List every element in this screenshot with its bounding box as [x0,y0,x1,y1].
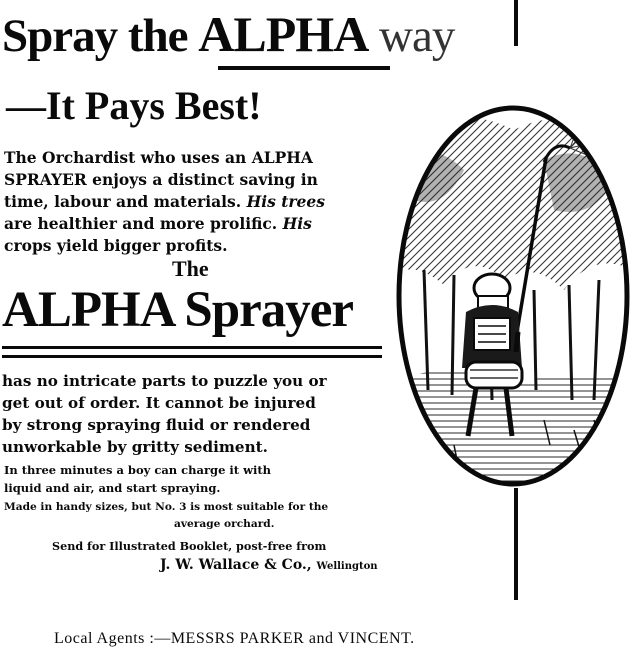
headline-underline [218,66,390,70]
intro-line-4 [4,214,312,233]
headline-brand: ALPHA [198,6,369,62]
intro-line-4-text: are healthier and more prolific. [4,214,278,233]
intro-line-3 [4,192,325,211]
column-rule-top [514,0,518,46]
features-line-4: unworkable by gritty sediment. [2,438,268,456]
features-line-1: has no intricate parts to puzzle you or [2,372,327,390]
details-line-3: Made in handy sizes, but No. 3 is most suitable for the [4,501,329,513]
product-rule-bottom [2,355,382,358]
company-city: Wellington [316,561,378,572]
booklet-line: Send for Illustrated Booklet, post-free from [52,539,327,553]
product-name: ALPHA Sprayer [2,282,354,338]
column-rule-bottom [514,488,518,600]
product-rule-top [2,346,382,349]
headline-suffix: way [379,10,455,62]
features-line-2: get out of order. It cannot be injured [2,394,316,412]
company-name: J. W. Wallace & Co., [160,557,312,573]
intro-line-3-text: time, labour and materials. [4,192,242,211]
product-article: The [172,256,209,281]
tree-canopy [394,117,632,290]
intro-line-4-italic: His [282,214,312,233]
headline [2,6,454,64]
details-line-1: In three minutes a boy can charge it with [4,463,272,477]
features-line-3: by strong spraying fluid or rendered [2,416,311,434]
company-line [160,557,378,573]
intro-line-1: The Orchardist who uses an ALPHA [4,148,313,167]
subheadline: —It Pays Best! [6,83,262,128]
headline-prefix: Spray the [2,10,188,62]
details-line-4: average orchard. [174,518,275,530]
orchardist-illustration [394,100,632,492]
intro-line-5: crops yield bigger profits. [4,236,228,255]
details-line-2: liquid and air, and start spraying. [4,481,221,495]
local-agents-line: Local Agents :—MESSRS PARKER and VINCENT. [54,630,415,647]
intro-line-2: SPRAYER enjoys a distinct saving in [4,170,318,189]
intro-line-3-italic: His trees [246,192,326,211]
